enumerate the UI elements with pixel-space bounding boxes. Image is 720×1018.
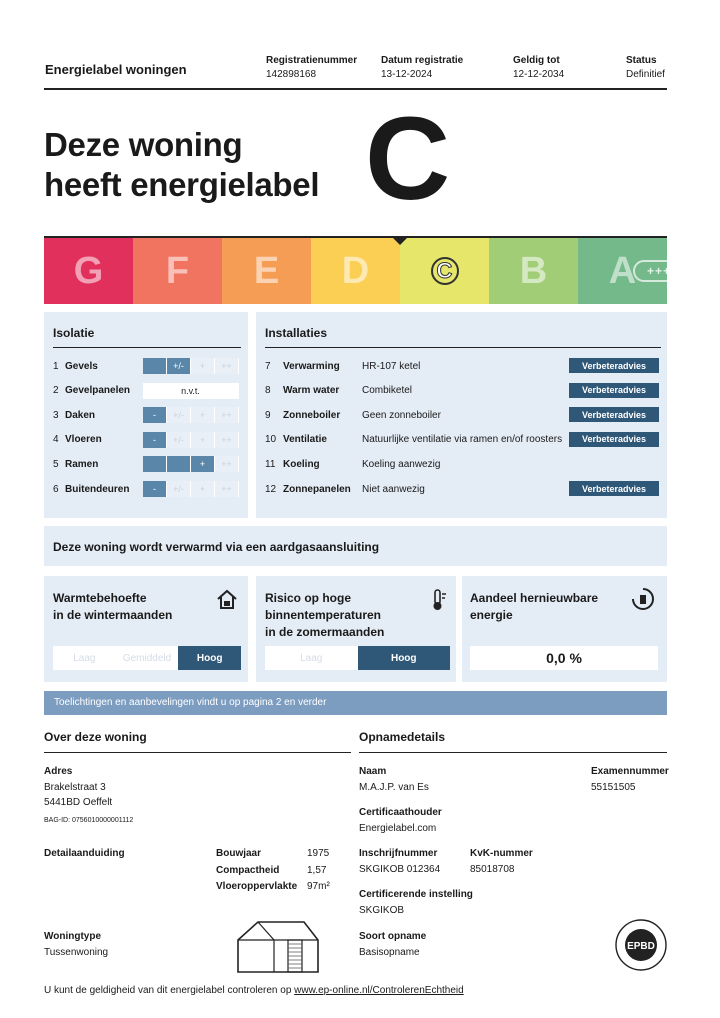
installatie-row [265, 456, 440, 472]
energy-label-letter: C [365, 93, 451, 225]
certificaathouder-label: Certificaathouder [359, 807, 442, 818]
epbd-logo [614, 918, 668, 972]
instelling-value: SKGIKOB [359, 905, 405, 916]
installatie-row [265, 432, 562, 448]
isolatie-row [53, 432, 102, 448]
verbeteradvies-button[interactable]: Verbeteradvies [569, 481, 659, 496]
verwarming-info-panel [44, 526, 667, 566]
adres-straat: Brakelstraat 3 [44, 782, 106, 793]
label-letter: A [608, 249, 637, 292]
isolatie-row [53, 481, 129, 497]
label-segment-f [133, 238, 222, 304]
scale-cell: + [191, 407, 215, 423]
scale-option-hoog: Hoog [178, 646, 241, 670]
energy-label-bar [44, 236, 680, 304]
isolatie-scale [143, 407, 239, 423]
row-number: 1 [53, 360, 59, 372]
verbeteradvies-button[interactable]: Verbeteradvies [569, 407, 659, 422]
label-segment-a [578, 238, 680, 304]
woning-section-title: Over deze woning [44, 730, 147, 744]
row-number: 12 [265, 483, 277, 495]
examennummer-value: 55151505 [591, 782, 636, 793]
verbeteradvies-button[interactable]: Verbeteradvies [569, 383, 659, 398]
row-label: Buitendeuren [65, 483, 130, 495]
naam-value: M.A.J.P. van Es [359, 782, 429, 793]
scale-cell: + [191, 481, 215, 497]
registratienummer-block: Registratienummer 142898168 [266, 55, 358, 80]
verification-link[interactable]: www.ep-online.nl/ControlerenEchtheid [294, 985, 464, 996]
row-value: Combiketel [362, 385, 413, 397]
isolatie-scale [143, 481, 239, 497]
row-label: Zonnepanelen [283, 483, 351, 495]
scale-cell: - [143, 481, 167, 497]
scale-cell: ++ [215, 456, 239, 472]
adres-label: Adres [44, 766, 73, 777]
adres-plaats: 5441BD Oeffelt [44, 797, 113, 808]
row-label: Warm water [283, 385, 340, 397]
risico-scale [265, 646, 450, 670]
row-number: 8 [265, 385, 271, 397]
label-plus-pill: ++++ [633, 260, 693, 282]
woningtype-value: Tussenwoning [44, 947, 109, 958]
label-letter: B [519, 249, 548, 292]
scale-cell: ++ [215, 358, 239, 374]
vloeroppervlakte-label: Vloeroppervlakte [216, 881, 298, 892]
tussenwoning-house-icon [234, 918, 322, 976]
compactheid-value: 1,57 [307, 865, 327, 876]
status-block: Status Definitief [626, 55, 665, 80]
installatie-row [265, 407, 441, 423]
row-number: 11 [265, 458, 276, 470]
bouwjaar-value: 1975 [307, 848, 330, 859]
inschrijfnummer-label: Inschrijfnummer [359, 848, 438, 859]
thermometer-icon [428, 588, 448, 612]
row-label: Zonneboiler [283, 409, 341, 421]
label-segment-e [222, 238, 311, 304]
scale-cell [143, 358, 167, 374]
row-value: Niet aanwezig [362, 483, 425, 495]
hero-title: Deze woning heeft energielabel [44, 126, 320, 203]
isolatie-panel [44, 312, 248, 518]
woningtype-label: Woningtype [44, 931, 102, 942]
isolatie-title: Isolatie [53, 326, 95, 340]
installatie-row [265, 358, 420, 374]
scale-cell: ++ [215, 432, 239, 448]
warmtebehoefte-title: Warmtebehoefte in de wintermaanden [53, 591, 173, 622]
hernieuwbaar-value: 0,0 % [470, 646, 658, 670]
installaties-panel [256, 312, 667, 518]
verbeteradvies-button[interactable]: Verbeteradvies [569, 358, 659, 373]
row-number: 9 [265, 409, 271, 421]
label-segment-c [400, 238, 489, 304]
label-letter: G [73, 249, 104, 292]
row-label: Gevels [65, 360, 98, 372]
row-label: Vloeren [65, 434, 102, 446]
risico-title: Risico op hoge binnentemperaturen in de zomermaanden [265, 591, 385, 639]
row-label: Ventilatie [283, 434, 327, 446]
isolatie-row [53, 358, 98, 374]
scale-cell [143, 456, 167, 472]
row-label: Daken [65, 409, 96, 421]
woning-divider [44, 752, 351, 753]
isolatie-scale [143, 456, 239, 472]
scale-option-hoog: Hoog [358, 646, 451, 670]
row-number: 7 [265, 360, 271, 372]
row-number: 6 [53, 483, 59, 495]
document-title: Energielabel woningen [45, 62, 187, 77]
isolatie-divider [53, 347, 241, 348]
scale-cell [167, 456, 191, 472]
instelling-label: Certificerende instelling [359, 889, 473, 900]
toelichting-banner: Toelichtingen en aanbevelingen vindt u op pagina 2 en verder [44, 691, 667, 715]
row-value: Natuurlijke ventilatie via ramen en/of roosters [362, 434, 563, 446]
row-number: 2 [53, 385, 59, 397]
bag-id: BAG-ID: 0756010000001112 [44, 817, 134, 824]
isolatie-row [53, 383, 130, 399]
installaties-title: Installaties [265, 326, 328, 340]
compactheid-label: Compactheid [216, 865, 280, 876]
scale-option-gemiddeld: Gemiddeld [116, 646, 179, 670]
kvk-label: KvK-nummer [470, 848, 533, 859]
row-value: Geen zonneboiler [362, 409, 441, 421]
label-segment-d [311, 238, 400, 304]
row-value: Koeling aanwezig [362, 458, 441, 470]
scale-cell: ++ [215, 407, 239, 423]
row-number: 4 [53, 434, 59, 446]
active-label-ring: C [431, 257, 459, 285]
label-letter: D [341, 249, 370, 292]
footer-text: U kunt de geldigheid van dit energielabel controleren op www.ep-online.nl/ControlerenEchtheid [44, 985, 464, 996]
installatie-row [265, 481, 425, 497]
datum-registratie-block: Datum registratie 13-12-2024 [381, 55, 464, 80]
verbeteradvies-button[interactable]: Verbeteradvies [569, 432, 659, 447]
inschrijfnummer-value: SKGIKOB 012364 [359, 864, 441, 875]
isolatie-scale [143, 358, 239, 374]
examennummer-label: Examennummer [591, 766, 669, 777]
scale-cell: - [143, 432, 167, 448]
row-label: Gevelpanelen [65, 385, 131, 397]
hernieuwbaar-panel [462, 576, 667, 682]
hernieuwbaar-title: Aandeel hernieuwbare energie [470, 591, 599, 622]
isolatie-row [53, 407, 95, 423]
row-value: HR-107 ketel [362, 360, 421, 372]
risico-panel [256, 576, 456, 682]
installaties-divider [265, 347, 661, 348]
isolatie-row [53, 456, 98, 472]
soort-opname-value: Basisopname [359, 947, 420, 958]
recycle-energy-icon [630, 586, 656, 612]
warmtebehoefte-scale [53, 646, 241, 670]
scale-cell: + [191, 358, 215, 374]
bouwjaar-label: Bouwjaar [216, 848, 262, 859]
installatie-row [265, 383, 412, 399]
scale-cell: + [191, 456, 215, 472]
scale-cell: + [191, 432, 215, 448]
header-divider [44, 88, 667, 90]
row-label: Koeling [283, 458, 320, 470]
detail-label: Detailaanduiding [44, 848, 125, 859]
row-number: 5 [53, 458, 59, 470]
scale-cell: ++ [215, 481, 239, 497]
opname-section-title: Opnamedetails [359, 730, 446, 744]
row-label: Ramen [65, 458, 99, 470]
kvk-value: 85018708 [470, 864, 515, 875]
label-letter: E [253, 249, 280, 292]
soort-opname-label: Soort opname [359, 931, 427, 942]
label-segment-b [489, 238, 578, 304]
geldig-tot-block: Geldig tot 12-12-2034 [513, 55, 565, 80]
row-number: 3 [53, 409, 59, 421]
epbd-logo-text: EPBD [627, 941, 655, 952]
naam-label: Naam [359, 766, 387, 777]
scale-cell: +/- [167, 432, 191, 448]
scale-cell: - [143, 407, 167, 423]
scale-cell: +/- [167, 358, 191, 374]
row-label: Verwarming [283, 360, 340, 372]
scale-cell: +/- [167, 407, 191, 423]
scale-option-laag: Laag [265, 646, 358, 670]
warmtebehoefte-panel [44, 576, 248, 682]
vloeroppervlakte-value: 97m² [307, 881, 330, 892]
label-segment-g [44, 238, 133, 304]
row-number: 10 [265, 434, 277, 446]
label-letter: F [165, 249, 190, 292]
active-label-pointer [391, 236, 409, 245]
scale-value: n.v.t. [143, 383, 239, 399]
opname-divider [359, 752, 667, 753]
certificaathouder-value: Energielabel.com [359, 823, 437, 834]
scale-option-laag: Laag [53, 646, 116, 670]
isolatie-scale [143, 432, 239, 448]
house-heat-icon [216, 588, 238, 610]
isolatie-scale [143, 383, 239, 399]
verwarming-info-text: Deze woning wordt verwarmd via een aardgasaansluiting [53, 540, 380, 554]
scale-cell: +/- [167, 481, 191, 497]
